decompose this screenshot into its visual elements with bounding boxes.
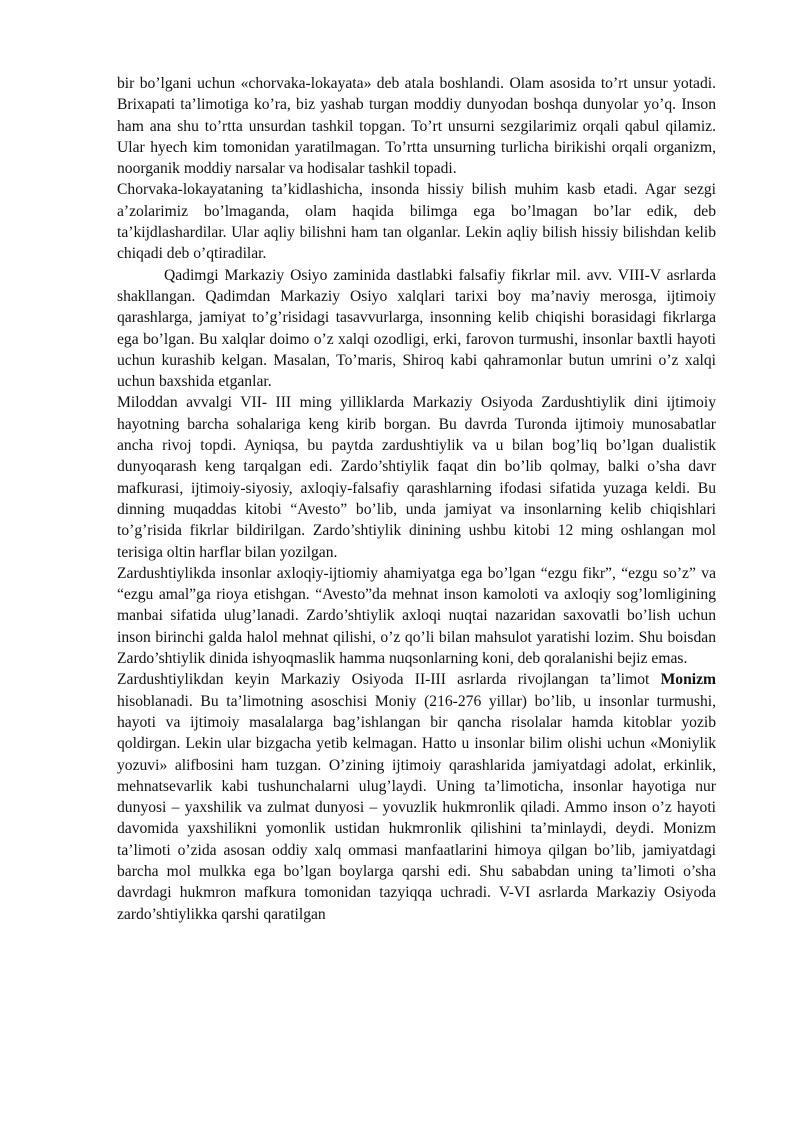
paragraph-zardushtiylik: Miloddan avvalgi VII- III ming yilliklarda Markaziy Osiyoda Zardushtiylik dini ijtimoiy hayotning barcha sohalariga keng kirib borgan. Bu davrda Turonda ijtimoiy munosabatlar ancha rivoj topdi. Ayniqsa, bu paytda zardushtiylik va u bilan bog’liq bo’lgan dualistik dunyoqarash keng tarqalgan edi. Zardo’shtiylik faqat din bo’lib qolmay, balki o’sha davr mafkurasi, ijtimoiy-siyosiy, axloqiy-falsafiy qarashlarning ifodasi sifatida yuzaga keldi. Bu dinning muqaddas kitobi “Avesto” bo’lib, unda jamiyat va insonlarning kelib chiqishlari to’g’risida fikrlar bildirilgan. Zardo’shtiylik dinining ushbu kitobi 12 ming oshlangan mol terisiga oltin harflar bilan yozilgan. [117,394,716,561]
paragraph-chorvaka-lokayata: bir bo’lgani uchun «chorvaka-lokayata» deb atala boshlandi. Olam asosida to’rt unsur yotadi. Brixapati ta’limotiga ko’ra, biz yashab turgan moddiy dunyodan boshqa dunyolar yo’q. Inson ham ana shu to’rtta unsurdan tashkil topgan. To’rt unsurni sezgilarimiz orqali qabul qilamiz. Ular hyech kim tomonidan yaratilmagan. To’rtta unsurning turlicha birikishi orqali organizm, noorganik moddiy narsalar va hodisalar tashkil topadi. [117,75,716,178]
paragraph-hissiy-bilish: Chorvaka-lokayataning ta’kidlashicha, insonda hissiy bilish muhim kasb etadi. Agar sezgi a’zolarimiz bo’lmaganda, olam haqida bilimga ega bo’lmagan bo’lar edik, deb ta’kijdlashardilar. Ular aqliy bilishni ham tan olganlar. Lekin aqliy bilish hissiy bilishdan kelib chiqadi deb o’qtiradilar. [117,181,716,263]
paragraph-monizm [117,669,716,925]
paragraph-qadimgi-markaziy-osiyo: Qadimgi Markaziy Osiyo zaminida dastlabki falsafiy fikrlar mil. avv. VIII-V asrlarda shakllangan. Qadimdan Markaziy Osiyo xalqlari tarixi boy ma’naviy merosga, ijtimoiy qarashlarga, jamiyat to’g’risidagi tasavvurlarga, insonning kelib chiqishi borasidagi fikrlarga ega bo’lgan. Bu xalqlar doimo o’z xalqi ozodligi, erki, farovon turmushi, insonlar baxtli hayoti uchun kurashib kelgan. Masalan, To’maris, Shiroq kabi qahramonlar butun umrini o’z xalqi uchun baxshida etganlar. [117,266,716,391]
paragraph-ezgu-fikr: Zardushtiylikda insonlar axloqiy-ijtiomiy ahamiyatga ega bo’lgan “ezgu fikr”, “ezgu so’z” va “ezgu amal”ga rioya etishgan. “Avesto”da mehnat inson kamoloti va axloqiy sog’lomligining manbai sifatida ulug’lanadi. Zardo’shtiylik axloqi nuqtai nazaridan saxovatli bo’lish uchun inson birinchi galda halol mehnat qilishi, o’z qo’li bilan mahsulot yaratishi lozim. Shu boisdan Zardo’shtiylik dinida ishyoqmaslik hamma nuqsonlarning koni, deb qoralanishi bejiz emas. [117,564,716,668]
monizm-text-before: Zardushtiylikdan keyin Markaziy Osiyoda II-III asrlarda rivojlangan ta’limot [117,671,661,689]
monizm-text-after: hisoblanadi. Bu ta’limotning asoschisi Moniy (216-276 yillar) bo’lib, u insonlar turmushi, hayoti va ijtimoiy masalalarga bag’ishlangan bir qancha risolalar hamda kitoblar yozib qoldirgan. Lekin ular bizgacha yetib kelmagan. Hatto u insonlar bilim olishi uchun «Moniylik yozuvi» alifbosini ham tuzgan. O’zining ijtimoiy qarashlarida jamiyatdagi adolat, erkinlik, mehnatsevarlik kabi tushunchalarni ulug’laydi. Uning ta’limoticha, insonlar hayotiga nur dunyosi – yaxshilik va zulmat dunyosi – yovuzlik hukmronlik qiladi. Ammo inson o’z hayoti davomida yaxshilikni yomonlik ustidan hukmronlik qilishini ta’minlaydi, deydi. Monizm ta’limoti o’zida asosan oddiy xalq ommasi manfaatlarini himoya qilgan bo’lib, jamiyatdagi barcha mol mulkka ega bo’lgan boylarga qarshi edi. Shu sababdan uning ta’limoti o’sha davrdagi hukmron mafkura tomonidan tazyiqqa uchradi. V-VI asrlarda Markaziy Osiyoda zardo’shtiylikka qarshi qaratilgan [117,692,716,923]
monizm-term: Monizm [660,671,716,689]
